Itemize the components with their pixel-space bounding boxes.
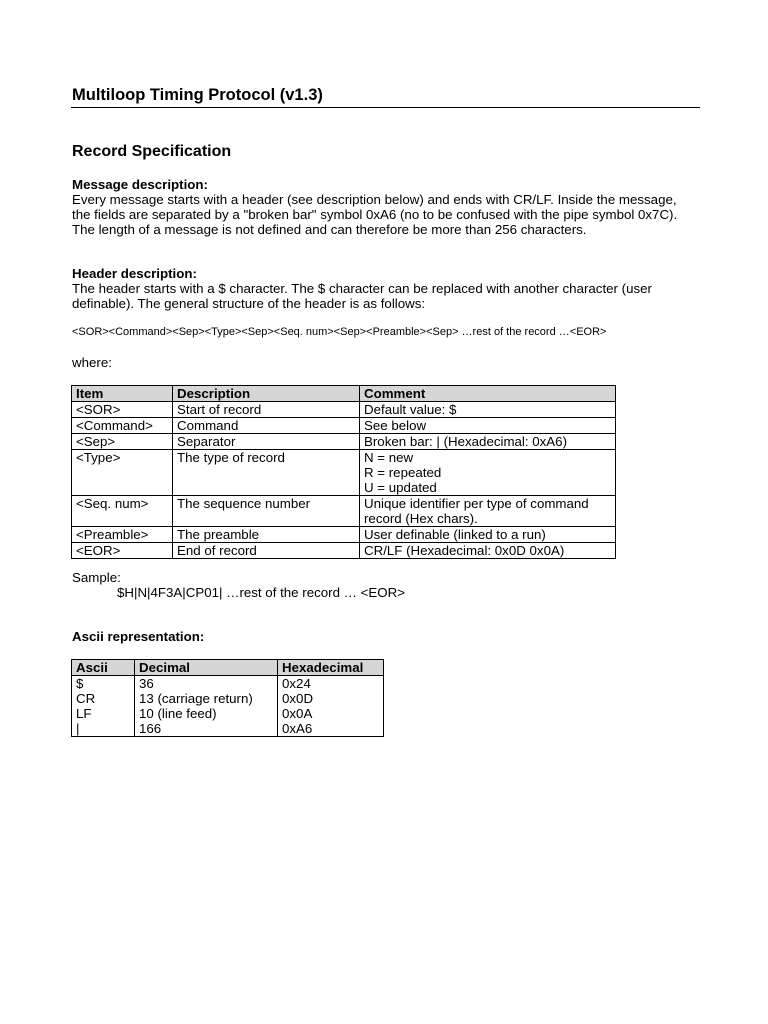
item-cell: <Command> <box>72 418 173 434</box>
decimal-cell: 13 (carriage return) <box>135 691 278 706</box>
column-header-hexadecimal: Hexadecimal <box>278 660 384 676</box>
comment-line: Broken bar: | (Hexadecimal: 0xA6) <box>364 434 567 449</box>
table-row <box>72 527 616 543</box>
ascii-table <box>71 659 384 737</box>
message-description-block <box>72 177 692 237</box>
document-title: Multiloop Timing Protocol (v1.3) <box>72 86 323 104</box>
comment-line: Unique identifier per type of command <box>364 496 589 511</box>
where-label: where: <box>72 355 112 370</box>
item-cell: <EOR> <box>72 543 173 559</box>
sample-label: Sample: <box>72 570 121 585</box>
comment-cell <box>360 496 616 527</box>
header-structure: <SOR><Command><Sep><Type><Sep><Seq. num><Sep><Preamble><Sep> …rest of the record …<EOR> <box>72 326 607 338</box>
ascii-cell: CR <box>72 691 135 706</box>
items-table <box>71 385 616 559</box>
title-divider <box>71 107 700 108</box>
sample-value: $H|N|4F3A|CP01| …rest of the record … <EOR> <box>117 585 405 600</box>
table-row <box>72 450 616 496</box>
message-description-label: Message description: <box>72 177 208 192</box>
ascii-table-header-row <box>72 660 384 676</box>
message-description-text: Every message starts with a header (see description below) and ends with CR/LF. Inside the message, the fields are separated by a "broken bar" symbol 0xA6 (no to be confused with the pipe symbol 0x7C). The length of a message is not defined and can therefore be more than 256 characters. <box>72 192 678 237</box>
header-description-block <box>72 266 692 311</box>
description-cell: Separator <box>173 434 360 450</box>
table-row <box>72 706 384 721</box>
table-row <box>72 496 616 527</box>
hexadecimal-cell: 0xA6 <box>278 721 384 737</box>
description-cell: Command <box>173 418 360 434</box>
comment-line: Default value: $ <box>364 402 457 417</box>
description-cell: End of record <box>173 543 360 559</box>
ascii-representation-label: Ascii representation: <box>72 629 205 644</box>
column-header-comment: Comment <box>360 386 616 402</box>
comment-line: CR/LF (Hexadecimal: 0x0D 0x0A) <box>364 543 565 558</box>
comment-cell <box>360 527 616 543</box>
decimal-cell: 10 (line feed) <box>135 706 278 721</box>
comment-cell <box>360 418 616 434</box>
table-row <box>72 543 616 559</box>
column-header-description: Description <box>173 386 360 402</box>
comment-cell <box>360 434 616 450</box>
hexadecimal-cell: 0x24 <box>278 676 384 692</box>
comment-cell <box>360 450 616 496</box>
table-row <box>72 434 616 450</box>
comment-line: record (Hex chars). <box>364 511 478 526</box>
ascii-cell: LF <box>72 706 135 721</box>
decimal-cell: 36 <box>135 676 278 692</box>
description-cell: Start of record <box>173 402 360 418</box>
item-cell: <SOR> <box>72 402 173 418</box>
header-description-label: Header description: <box>72 266 197 281</box>
item-cell: <Preamble> <box>72 527 173 543</box>
comment-line: R = repeated <box>364 465 442 480</box>
description-cell: The type of record <box>173 450 360 496</box>
header-description-text: The header starts with a $ character. The $ character can be replaced with another character (user definable). The general structure of the header is as follows: <box>72 281 652 311</box>
item-cell: <Type> <box>72 450 173 496</box>
section-title: Record Specification <box>72 143 232 160</box>
table-row <box>72 402 616 418</box>
ascii-cell: | <box>72 721 135 737</box>
comment-cell <box>360 543 616 559</box>
comment-line: N = new <box>364 450 414 465</box>
column-header-ascii: Ascii <box>72 660 135 676</box>
column-header-item: Item <box>72 386 173 402</box>
description-cell: The preamble <box>173 527 360 543</box>
item-cell: <Seq. num> <box>72 496 173 527</box>
table-row <box>72 418 616 434</box>
comment-line: User definable (linked to a run) <box>364 527 546 542</box>
comment-line: See below <box>364 418 427 433</box>
table-row <box>72 721 384 737</box>
description-cell: The sequence number <box>173 496 360 527</box>
item-cell: <Sep> <box>72 434 173 450</box>
comment-cell <box>360 402 616 418</box>
column-header-decimal: Decimal <box>135 660 278 676</box>
items-table-header-row <box>72 386 616 402</box>
ascii-cell: $ <box>72 676 135 692</box>
decimal-cell: 166 <box>135 721 278 737</box>
comment-line: U = updated <box>364 480 437 495</box>
hexadecimal-cell: 0x0A <box>278 706 384 721</box>
hexadecimal-cell: 0x0D <box>278 691 384 706</box>
table-row <box>72 676 384 692</box>
table-row <box>72 691 384 706</box>
